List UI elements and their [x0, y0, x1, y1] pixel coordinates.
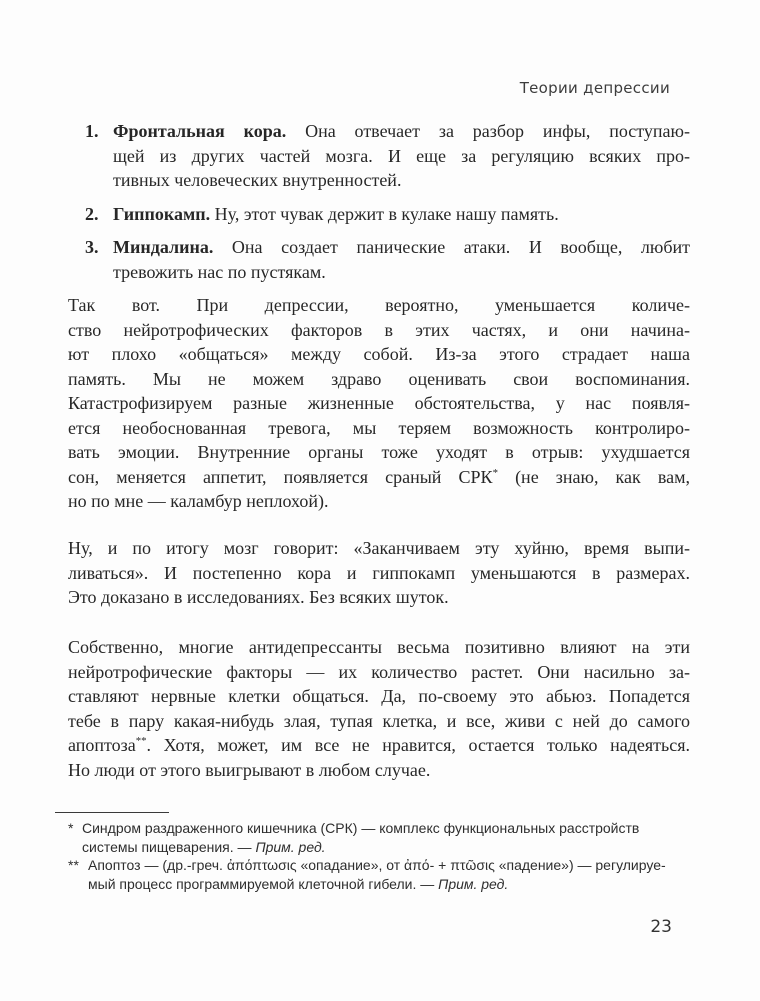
footnote-text: [68, 819, 692, 857]
text-line: апоптоза**. Хотя, может, им все не нравится, остается только надеяться.: [68, 735, 690, 755]
list-item-amygdala: [68, 235, 690, 284]
footnote-divider: [55, 812, 169, 813]
list-item-number: 1.: [85, 121, 99, 141]
paragraph-depression-mechanism: [68, 293, 690, 514]
text-line: Ну, и по итогу мозг говорит: «Заканчиваем эту хуйню, время выпи-: [68, 538, 690, 558]
text-line: Но люди от этого выигрывают в любом случае.: [68, 759, 431, 780]
text-line: нейротрофические факторы — их количество растет. Они насильно за-: [68, 661, 690, 682]
footnote-apoptosis: [68, 856, 692, 894]
list-item-number: 3.: [85, 237, 99, 257]
text-line: Катастрофизируем разные жизненные обстоятельства, у нас появля-: [68, 393, 690, 413]
running-head: Теории депрессии: [519, 79, 670, 97]
text-line: память. Мы не можем здраво оценивать свои воспоминания.: [68, 368, 690, 389]
text-line: тивных человеческих внутренностей.: [113, 170, 402, 190]
list-item-text: [113, 202, 690, 227]
text-line: щей из других частей мозга. И еще за регуляцию всяких про-: [113, 145, 690, 166]
text-line: ство нейротрофических факторов в этих частях, и они начина-: [68, 319, 690, 340]
text-line: вать эмоции. Внутренние органы тоже уходят в отрыв: ухудшается: [68, 442, 690, 462]
text-line: тревожить нас по пустякам.: [113, 261, 326, 282]
footnote-marker: **: [68, 857, 79, 873]
text-line: ется необоснованная тревога, мы теряем возможность контролиро-: [68, 417, 690, 438]
text-line: Миндалина. Она создает панические атаки. И вообще, любит: [113, 237, 690, 257]
text-line: Синдром раздраженного кишечника (СРК) — комплекс функциональных расстройств: [82, 820, 640, 836]
text-line: ставляют нервные клетки общаться. Да, по-своему это абьюз. Попадется: [68, 686, 690, 706]
list-item-frontal-cortex: [68, 119, 690, 193]
text-line: Апоптоз — (др.-греч. ἀπόπτωσις «опадание», от ἀπό- + πτῶσις «падение») — регулируе-: [88, 857, 666, 873]
page-number: 23: [650, 917, 672, 937]
text-line: но по мне — каламбур неплохой).: [68, 491, 329, 511]
text-line: Так вот. При депрессии, вероятно, уменьшается количе-: [68, 295, 690, 315]
list-item-number: 2.: [85, 203, 99, 224]
list-item-text: [113, 119, 690, 193]
footnote-srk: [68, 819, 692, 857]
list-item-text: [113, 235, 690, 284]
text-line: мый процесс программируемой клеточной гибели. — Прим. ред.: [88, 876, 509, 892]
text-line: Фронтальная кора. Она отвечает за разбор инфы, поступаю-: [113, 121, 690, 141]
text-line: ют плохо «общаться» между собой. Из-за этого страдает наша: [68, 344, 690, 364]
footnote-text: [68, 856, 692, 894]
paragraph-antidepressants: [68, 635, 690, 782]
list-item-hippocampus: [68, 202, 690, 227]
text-line: Гиппокамп. Ну, этот чувак держит в кулаке нашу память.: [113, 203, 559, 224]
text-line: сон, меняется аппетит, появляется сраный СРК* (не знаю, как вам,: [68, 466, 690, 487]
text-line: ливаться». И постепенно кора и гиппокамп уменьшаются в размерах.: [68, 562, 690, 583]
text-line: Это доказано в исследованиях. Без всяких шуток.: [68, 587, 449, 607]
text-line: системы пищеварения. — Прим. ред.: [82, 839, 326, 855]
brain-parts-list: [68, 119, 690, 293]
text-line: Собственно, многие антидепрессанты весьма позитивно влияют на эти: [68, 637, 690, 657]
paragraph-brain-shrinkage: [68, 536, 690, 610]
footnote-marker: *: [68, 820, 74, 836]
text-line: тебе в пару какая-нибудь злая, тупая клетка, и все, живи с ней до самого: [68, 710, 690, 731]
